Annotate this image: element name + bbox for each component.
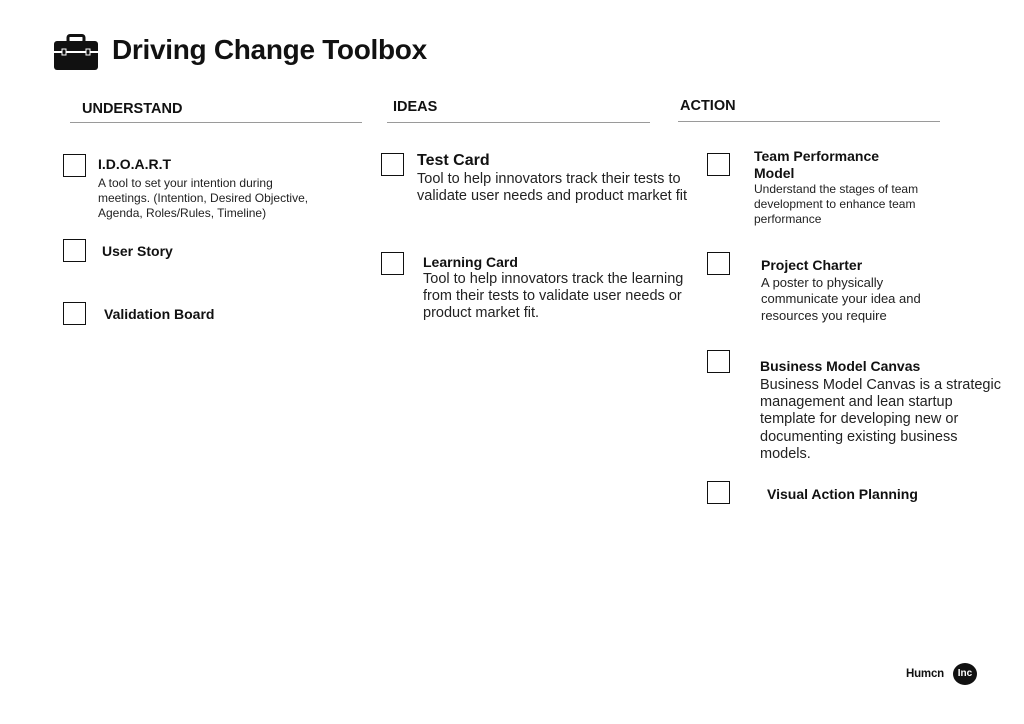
- item-description-team-performance-model: Understand the stages of team development to enhance team performance: [754, 182, 919, 226]
- item-title-learning-card: Learning Card: [423, 254, 518, 270]
- column-divider-understand: [70, 122, 362, 123]
- checkbox-validation-board[interactable]: [63, 302, 86, 325]
- item-title-business-model-canvas: Business Model Canvas: [760, 358, 921, 374]
- item-title-validation-board: Validation Board: [104, 306, 215, 322]
- checkbox-business-model-canvas[interactable]: [707, 350, 730, 373]
- item-description-idoart: A tool to set your intention during meetings. (Intention, Desired Objective, Agenda, Roles/Rules, Timeline): [98, 176, 309, 220]
- checkbox-test-card[interactable]: [381, 153, 404, 176]
- column-heading-action: ACTION: [680, 98, 736, 114]
- item-description-learning-card: Tool to help innovators track the learning from their tests to validate user needs or product market fit.: [423, 271, 684, 322]
- item-title-visual-action-planning: Visual Action Planning: [767, 486, 918, 502]
- logo-badge: Inc: [953, 663, 977, 685]
- checkbox-team-performance-model[interactable]: [707, 153, 730, 176]
- column-heading-ideas: IDEAS: [393, 99, 438, 115]
- checkbox-learning-card[interactable]: [381, 252, 404, 275]
- column-divider-ideas: [387, 122, 650, 123]
- column-heading-understand: UNDERSTAND: [82, 101, 183, 117]
- checkbox-user-story[interactable]: [63, 239, 86, 262]
- item-title-project-charter: Project Charter: [761, 257, 863, 273]
- item-title-test-card: Test Card: [417, 152, 490, 169]
- column-divider-action: [678, 121, 940, 122]
- item-description-test-card: Tool to help innovators track their tests to validate user needs and product market fit: [417, 171, 688, 205]
- item-title-user-story: User Story: [102, 243, 173, 259]
- briefcase-icon: [54, 34, 98, 70]
- item-description-business-model-canvas: Business Model Canvas is a strategic management and lean startup template for developing new or documenting existing business models.: [760, 377, 1001, 462]
- checkbox-visual-action-planning[interactable]: [707, 481, 730, 504]
- checkbox-idoart[interactable]: [63, 154, 86, 177]
- item-title-idoart: I.D.O.A.R.T: [98, 156, 172, 172]
- logo-text: Humcn: [906, 668, 944, 680]
- item-title-team-performance-model: Team Performance Model: [754, 148, 880, 181]
- checkbox-project-charter[interactable]: [707, 252, 730, 275]
- item-description-project-charter: A poster to physically communicate your idea and resources you require: [761, 275, 921, 323]
- page-title: Driving Change Toolbox: [112, 34, 427, 65]
